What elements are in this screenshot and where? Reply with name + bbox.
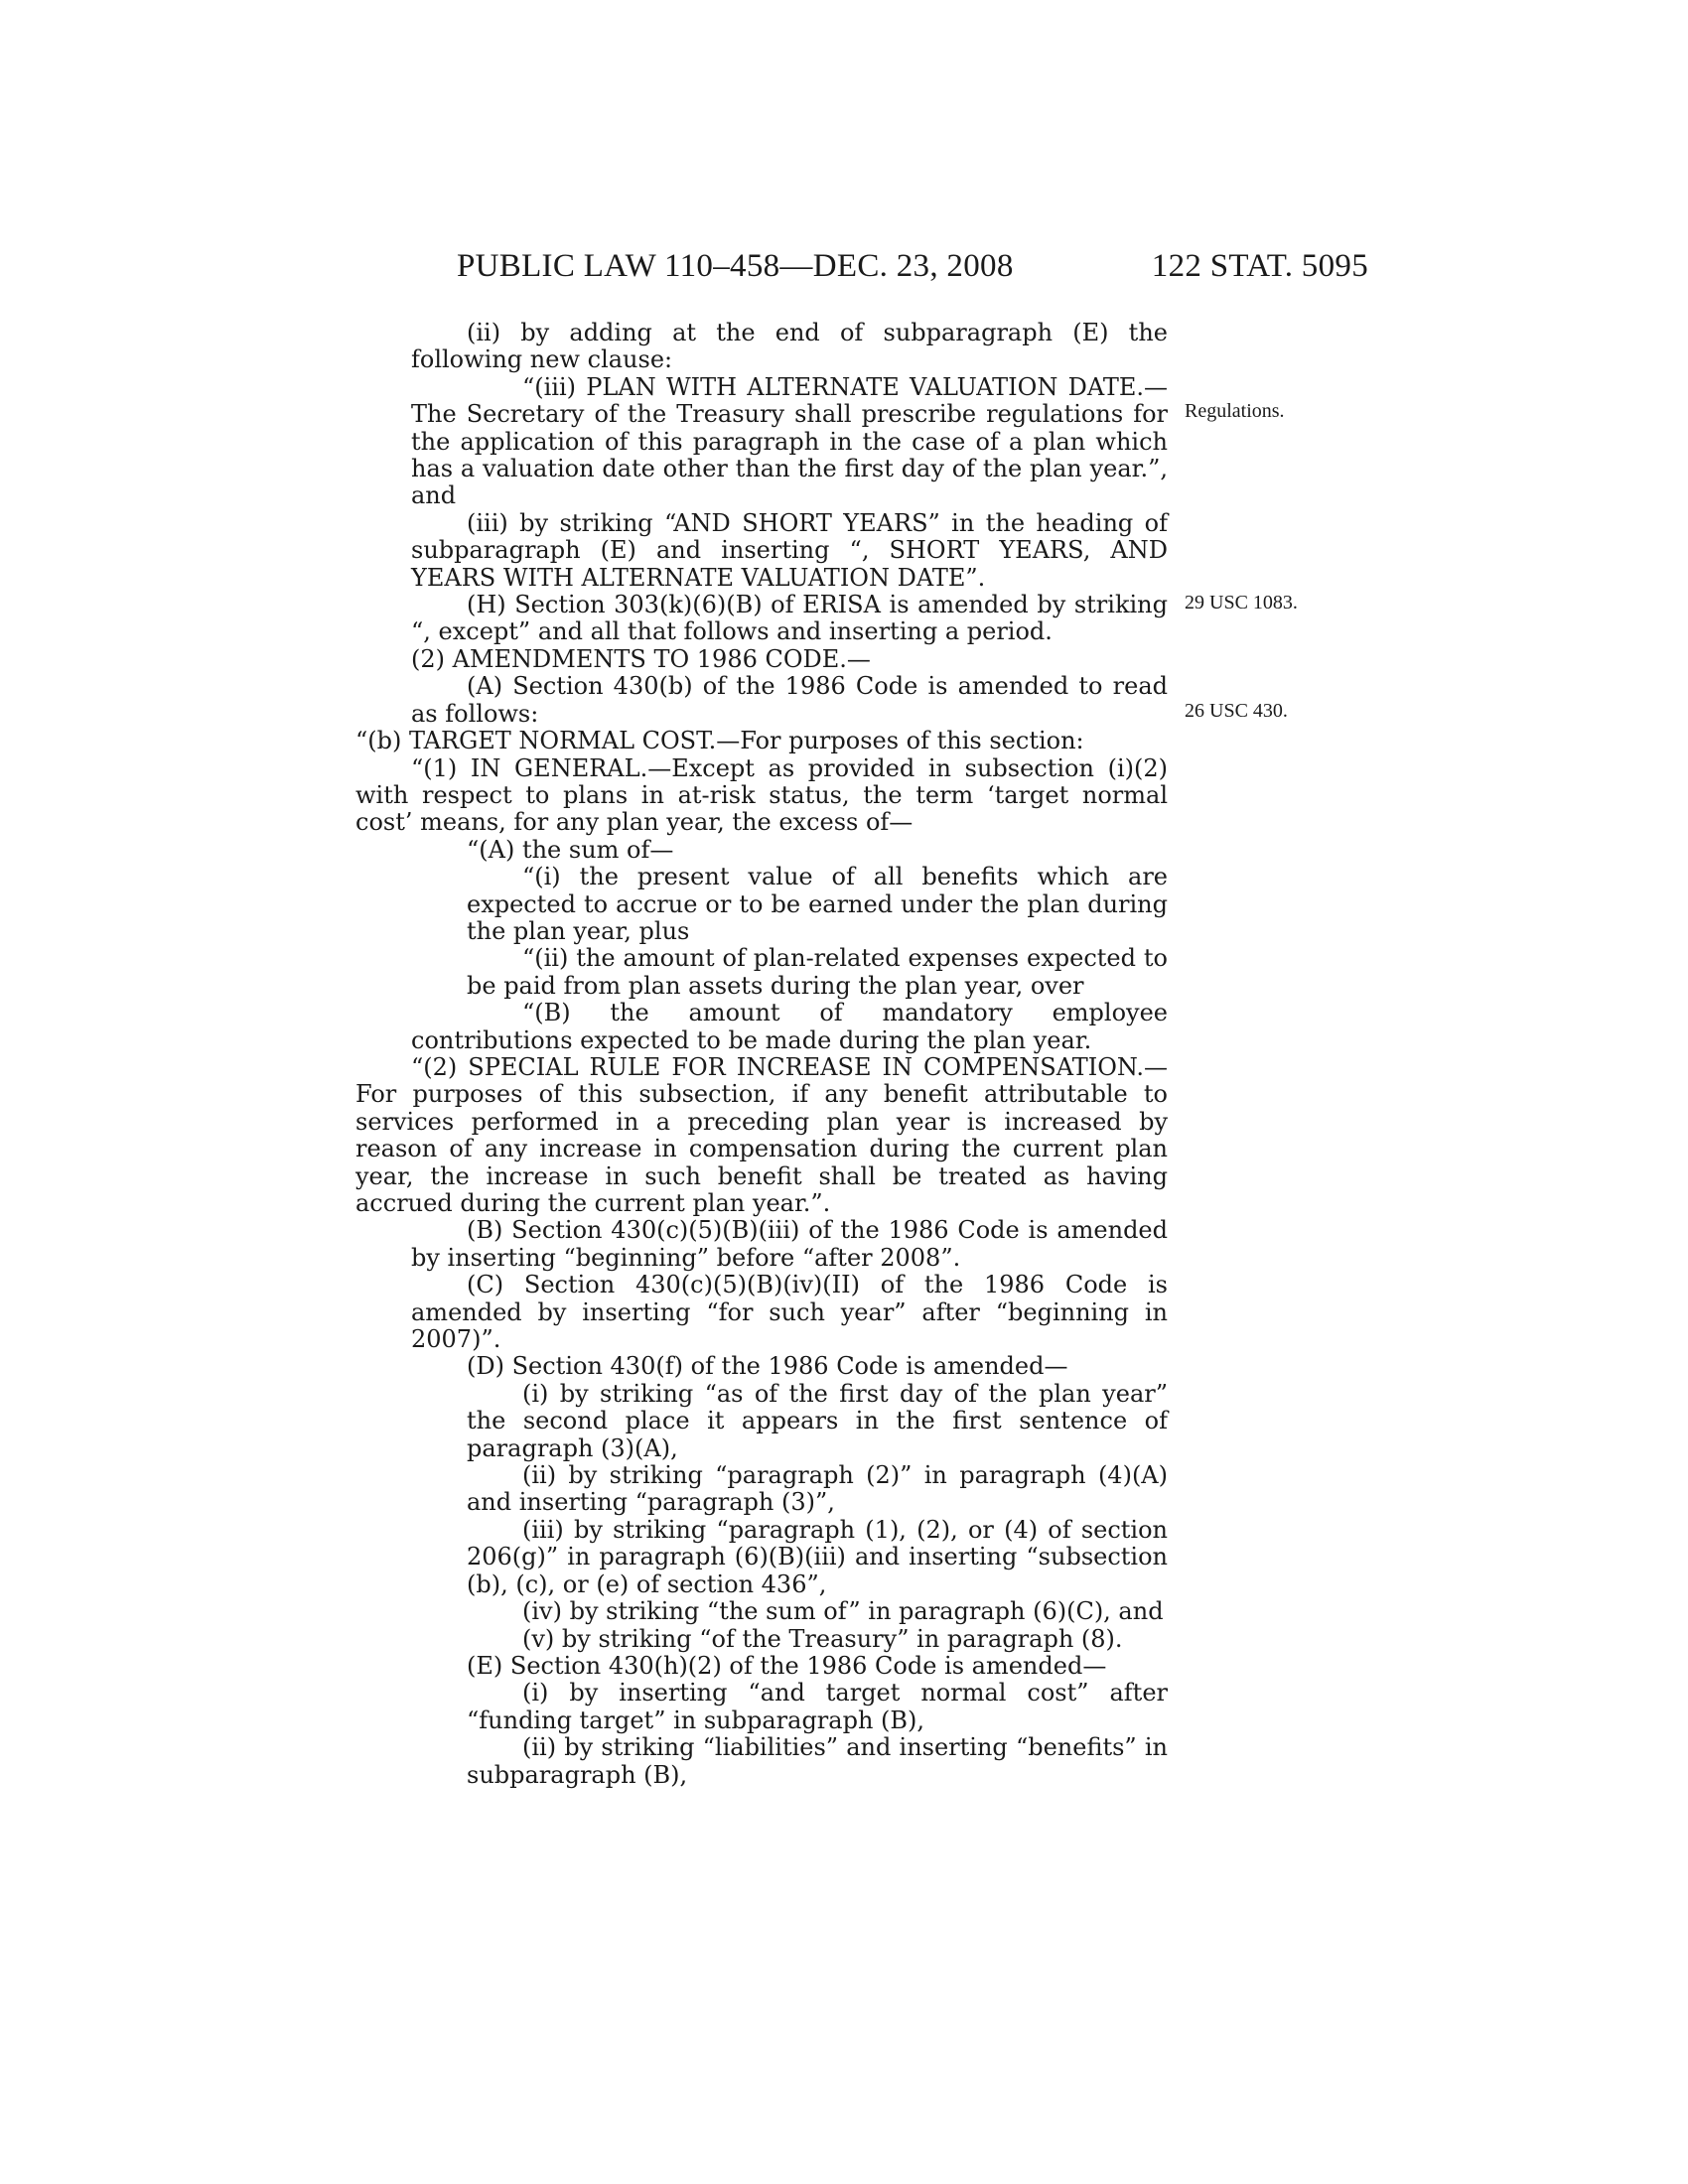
margin-note-26-usc: 26 USC 430.: [1185, 700, 1288, 722]
paragraph: “(b) TARGET NORMAL COST.—For purposes of this section:: [355, 727, 1084, 755]
paragraph: (H) Section 303(k)(6)(B) of ERISA is amended by striking “, except” and all that follows and inserting a period.: [411, 591, 1168, 646]
paragraph: (ii) by adding at the end of subparagraph (E) the following new clause:: [411, 319, 1168, 374]
margin-note-regulations: Regulations.: [1185, 400, 1285, 422]
paragraph: “(A) the sum of—: [467, 835, 674, 864]
paragraph: “(ii) the amount of plan-related expenses expected to be paid from plan assets during the plan year, over: [467, 944, 1168, 1000]
paragraph: (2) AMENDMENTS TO 1986 CODE.—: [411, 644, 871, 673]
paragraph: (iii) by striking “paragraph (1), (2), or (4) of section 206(g)” in paragraph (6)(B)(iii) and inserting “subsection (b), (c), or (e) of section 436”,: [467, 1515, 1168, 1598]
paragraph: (ii) by striking “liabilities” and inserting “benefits” in subparagraph (B),: [467, 1733, 1168, 1789]
paragraph: “(iii) PLAN WITH ALTERNATE VALUATION DATE.—The Secretary of the Treasury shall prescribe regulations for the application of this paragraph in the case of a plan which has a valuation date other than the first day of the plan year.”, and: [411, 372, 1168, 510]
paragraph: (v) by striking “of the Treasury” in paragraph (8).: [522, 1624, 1123, 1653]
paragraph: (B) Section 430(c)(5)(B)(iii) of the 1986 Code is amended by inserting “beginning” before “after 2008”.: [411, 1216, 1168, 1272]
body-text: [355, 320, 1168, 1789]
paragraph: “(i) the present value of all benefits which are expected to accrue or to be earned under the plan during the plan year, plus: [467, 863, 1168, 945]
paragraph: (ii) by striking “paragraph (2)” in paragraph (4)(A) and inserting “paragraph (3)”,: [467, 1461, 1168, 1517]
paragraph: (C) Section 430(c)(5)(B)(iv)(II) of the 1986 Code is amended by inserting “for such year” after “beginning in 2007)”.: [411, 1271, 1168, 1354]
paragraph: (i) by striking “as of the first day of the plan year” the second place it appears in the first sentence of paragraph (3)(A),: [467, 1379, 1168, 1462]
paragraph: “(B) the amount of mandatory employee contributions expected to be made during the plan year.: [411, 999, 1168, 1054]
header-law-title: PUBLIC LAW 110–458—DEC. 23, 2008: [457, 248, 1014, 284]
paragraph: (i) by inserting “and target normal cost” after “funding target” in subparagraph (B),: [467, 1679, 1168, 1734]
paragraph: (iv) by striking “the sum of” in paragraph (6)(C), and: [522, 1597, 1164, 1626]
margin-note-29-usc: 29 USC 1083.: [1185, 592, 1298, 614]
paragraph: (D) Section 430(f) of the 1986 Code is amended—: [467, 1352, 1068, 1381]
header-stat-page: 122 STAT. 5095: [1151, 248, 1368, 284]
paragraph: “(1) IN GENERAL.—Except as provided in subsection (i)(2) with respect to plans in at-risk status, the term ‘target normal cost’ means, for any plan year, the excess of—: [355, 753, 1168, 837]
paragraph: (iii) by striking “AND SHORT YEARS” in the heading of subparagraph (E) and inserting “, SHORT YEARS, AND YEARS WITH ALTERNATE VALUATION DATE”.: [411, 508, 1168, 592]
paragraph: “(2) SPECIAL RULE FOR INCREASE IN COMPENSATION.—For purposes of this subsection, if any benefit attributable to services performed in a preceding plan year is increased by reason of any increase in compensation during the current plan year, the increase in such benefit shall be treated as having accrued during the current plan year.”.: [355, 1052, 1168, 1217]
paragraph: (E) Section 430(h)(2) of the 1986 Code is amended—: [467, 1651, 1107, 1680]
paragraph: (A) Section 430(b) of the 1986 Code is amended to read as follows:: [411, 672, 1168, 728]
